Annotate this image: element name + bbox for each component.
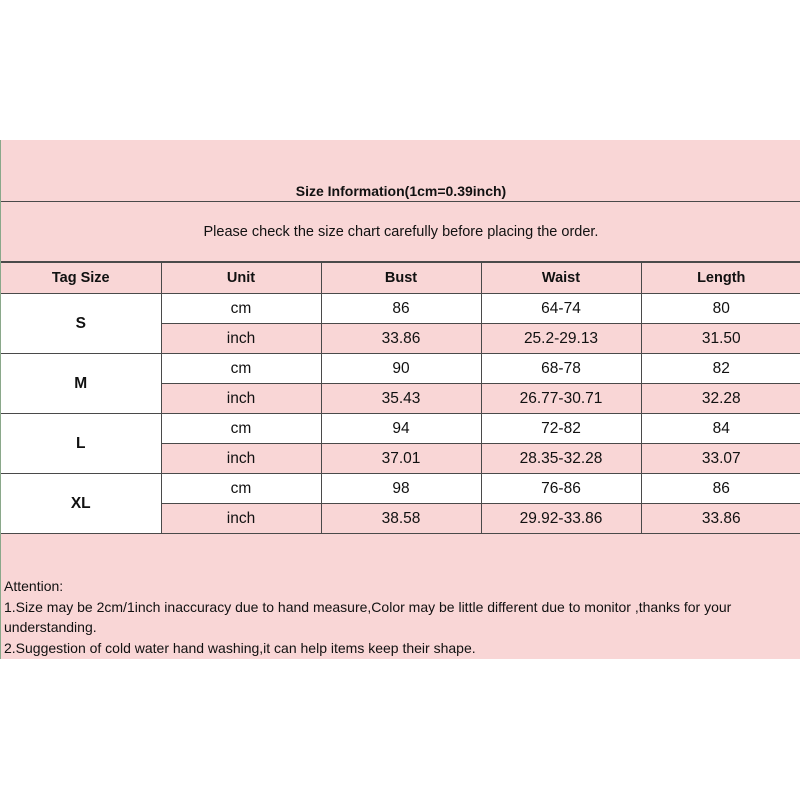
size-table <box>1 262 800 534</box>
unit-cell: inch <box>161 444 321 474</box>
header-bust: Bust <box>321 263 481 294</box>
table-row <box>1 294 800 324</box>
table-row <box>1 414 800 444</box>
table-row <box>1 354 800 384</box>
length-cell: 80 <box>641 294 800 324</box>
unit-cell: inch <box>161 504 321 534</box>
waist-cell: 68-78 <box>481 354 641 384</box>
unit-cell: cm <box>161 354 321 384</box>
waist-cell: 76-86 <box>481 474 641 504</box>
bust-cell: 35.43 <box>321 384 481 414</box>
waist-cell: 72-82 <box>481 414 641 444</box>
length-cell: 84 <box>641 414 800 444</box>
title-row <box>1 140 800 202</box>
bust-cell: 94 <box>321 414 481 444</box>
bust-cell: 86 <box>321 294 481 324</box>
length-cell: 31.50 <box>641 324 800 354</box>
header-length: Length <box>641 263 800 294</box>
length-cell: 33.86 <box>641 504 800 534</box>
bust-cell: 90 <box>321 354 481 384</box>
attention-notes <box>4 576 799 658</box>
unit-cell: inch <box>161 384 321 414</box>
bust-cell: 37.01 <box>321 444 481 474</box>
tag-size-cell: M <box>1 354 161 414</box>
unit-cell: cm <box>161 474 321 504</box>
header-row <box>1 263 800 294</box>
bust-cell: 98 <box>321 474 481 504</box>
notice-text: Please check the size chart carefully before placing the order. <box>203 224 599 240</box>
unit-cell: inch <box>161 324 321 354</box>
waist-cell: 26.77-30.71 <box>481 384 641 414</box>
attention-line-1: 1.Size may be 2cm/1inch inaccuracy due to hand measure,Color may be little different due to monitor ,thanks for your understanding. <box>4 598 732 635</box>
length-cell: 86 <box>641 474 800 504</box>
unit-cell: cm <box>161 414 321 444</box>
waist-cell: 25.2-29.13 <box>481 324 641 354</box>
attention-line-2: 2.Suggestion of cold water hand washing,it can help items keep their shape. <box>4 639 476 656</box>
waist-cell: 64-74 <box>481 294 641 324</box>
length-cell: 32.28 <box>641 384 800 414</box>
size-chart <box>0 140 800 659</box>
attention-heading: Attention: <box>4 578 64 594</box>
header-waist: Waist <box>481 263 641 294</box>
bust-cell: 33.86 <box>321 324 481 354</box>
waist-cell: 29.92-33.86 <box>481 504 641 534</box>
chart-title: Size Information(1cm=0.39inch) <box>295 183 507 199</box>
notice-row <box>1 202 800 262</box>
tag-size-cell: S <box>1 294 161 354</box>
header-tag-size: Tag Size <box>1 263 161 294</box>
tag-size-cell: L <box>1 414 161 474</box>
waist-cell: 28.35-32.28 <box>481 444 641 474</box>
unit-cell: cm <box>161 294 321 324</box>
length-cell: 33.07 <box>641 444 800 474</box>
header-unit: Unit <box>161 263 321 294</box>
table-row <box>1 474 800 504</box>
length-cell: 82 <box>641 354 800 384</box>
tag-size-cell: XL <box>1 474 161 534</box>
bust-cell: 38.58 <box>321 504 481 534</box>
